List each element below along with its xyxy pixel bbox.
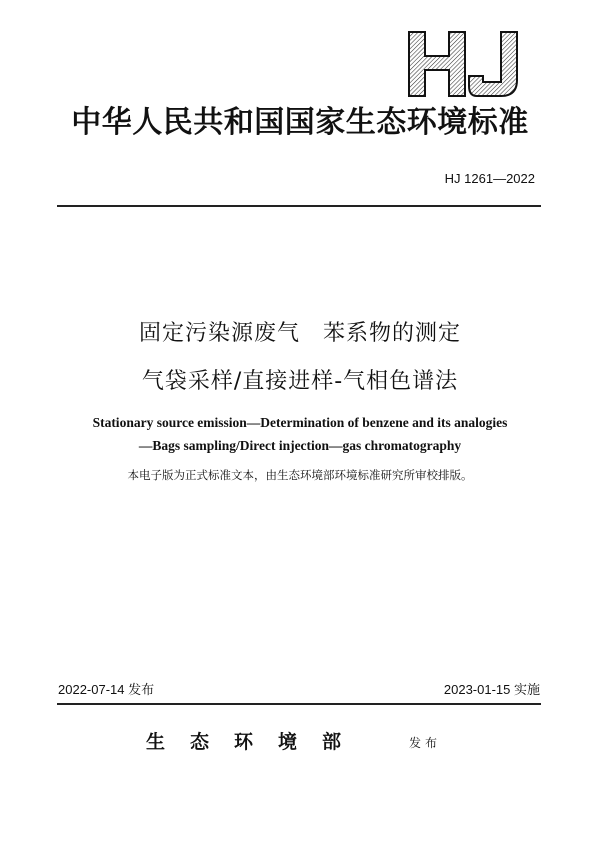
logo-letter-h (409, 32, 465, 96)
org-title: 中华人民共和国国家生态环境标准 (71, 105, 529, 140)
logo-letter-j (469, 32, 517, 96)
title-cn-line1: 固定污染源废气 苯系物的测定 (138, 321, 461, 346)
title-en-line1: Stationary source emission—Determination of benzene and its analogies (92, 415, 508, 430)
bottom-divider (57, 703, 541, 705)
hj-logo-graphic (405, 28, 523, 100)
edition-note: 本电子版为正式标准文本，由生态环境部环境标准研究所审校排版。 (127, 468, 473, 482)
release-date: 2022-07-14 发布 (58, 682, 155, 697)
standard-number: HJ 1261—2022 (444, 171, 535, 186)
hj-logo (405, 28, 523, 100)
top-divider (57, 205, 541, 207)
publisher-suffix: 发布 (409, 736, 442, 750)
title-cn-line2: 气袋采样/直接进样-气相色谱法 (141, 369, 459, 394)
implementation-date: 2023-01-15 实施 (443, 682, 540, 697)
publisher: 生态环境部 (146, 731, 367, 753)
title-en-line2: —Bags sampling/Direct injection—gas chromatography (138, 438, 462, 453)
